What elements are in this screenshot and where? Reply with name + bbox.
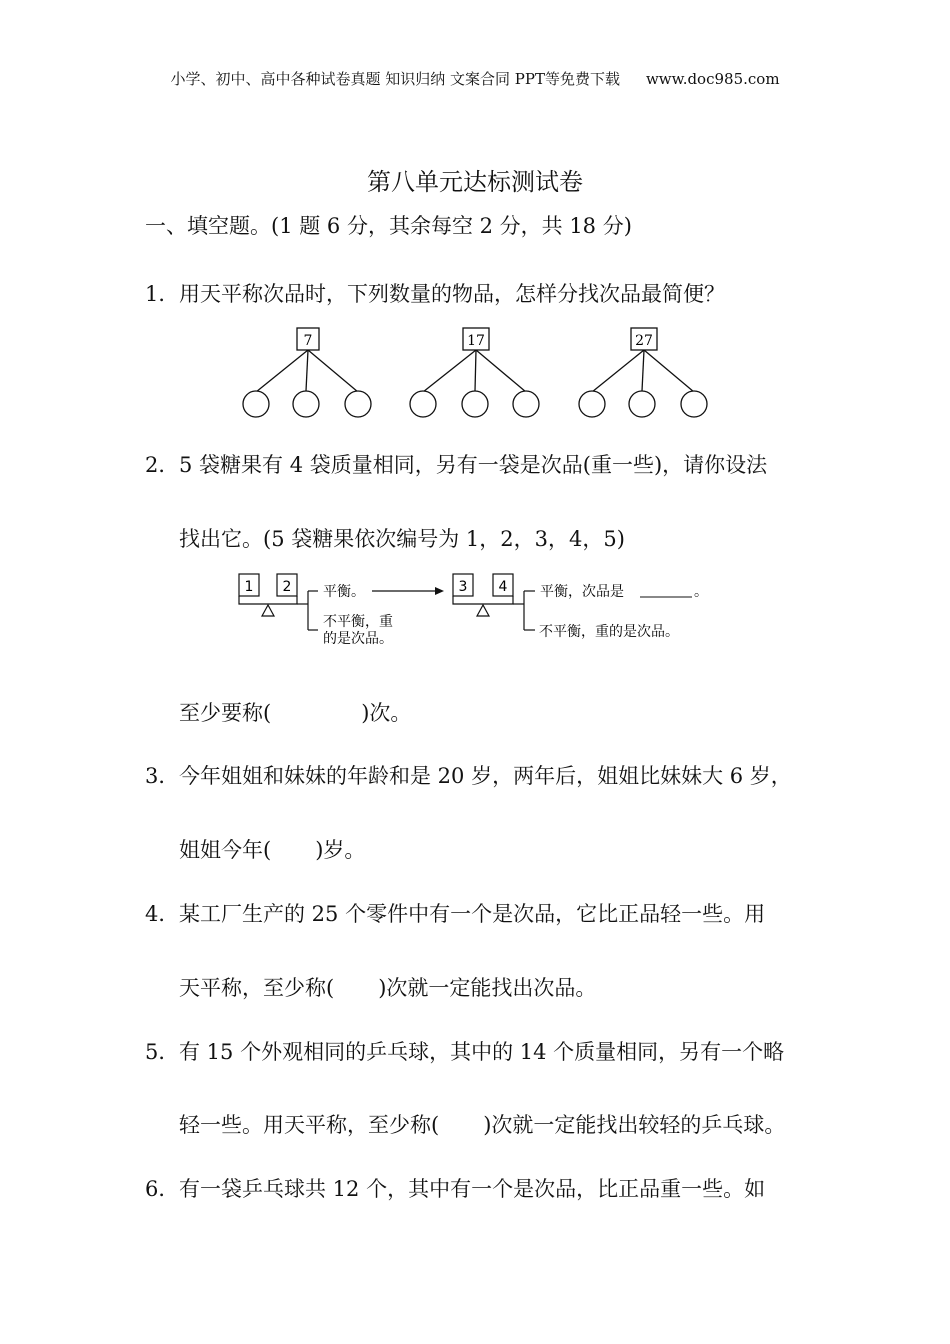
tree-circle [293, 391, 319, 417]
balance-pivot [477, 605, 489, 616]
answer-suffix: )次就一定能找出较轻的乒乓球。 [483, 1113, 786, 1137]
question-text: 某工厂生产的 25 个零件中有一个是次品，它比正品轻一些。用 [179, 902, 766, 926]
question-2 [145, 449, 767, 479]
question-number: 2． [145, 453, 180, 477]
tree-circle [629, 391, 655, 417]
first-balanced-text: 平衡。 [323, 584, 365, 600]
answer-suffix: )岁。 [315, 838, 366, 862]
question-6 [145, 1173, 765, 1203]
balance-diagram [232, 566, 712, 650]
second-balanced-end: 。 [694, 584, 708, 600]
question-text: 5 袋糖果有 4 袋质量相同，另有一袋是次品(重一些)，请你设法 [179, 453, 768, 477]
header-site: www.doc985.com [645, 70, 780, 88]
second-unbalanced-text: 不平衡，重的是次品。 [539, 624, 679, 640]
answer-prefix: 至少要称( [179, 701, 272, 725]
tree-3 [579, 328, 707, 417]
answer-suffix: )次就一定能找出次品。 [378, 976, 597, 1000]
tree-circle [410, 391, 436, 417]
question-3-answer [179, 834, 365, 864]
tree-label: 27 [635, 333, 653, 349]
question-5-answer [179, 1109, 785, 1139]
question-4 [145, 898, 765, 928]
header-text: 小学、初中、高中各种试卷真题 知识归纳 文案合同 PPT等免费下载 [170, 70, 620, 88]
answer-prefix: 轻一些。用天平称，至少称( [179, 1113, 440, 1137]
question-5 [145, 1036, 784, 1066]
question-number: 3． [145, 764, 180, 788]
question-number: 1． [145, 282, 180, 306]
tree-circle [579, 391, 605, 417]
question-text: 用天平称次品时，下列数量的物品，怎样分找次品最简便？ [179, 282, 725, 306]
box-label: 1 [244, 579, 254, 595]
first-unbalanced-text-1: 不平衡，重 [323, 614, 393, 630]
box-label: 2 [282, 579, 292, 595]
question-4-answer [179, 972, 596, 1002]
page-title: 第八单元达标测试卷 [367, 168, 583, 196]
answer-prefix: 姐姐今年( [179, 838, 272, 862]
tree-label: 7 [303, 333, 313, 349]
question-number: 6． [145, 1177, 180, 1201]
question-3 [145, 760, 792, 790]
first-unbalanced-text-2: 的是次品。 [323, 631, 393, 647]
question-2-answer [179, 697, 411, 727]
answer-suffix: )次。 [361, 701, 412, 725]
tree-diagram [230, 322, 720, 422]
tree-circle [345, 391, 371, 417]
question-number: 4． [145, 902, 180, 926]
tree-2 [410, 328, 539, 417]
tree-label: 17 [467, 333, 485, 349]
tree-circle [513, 391, 539, 417]
tree-circle [243, 391, 269, 417]
question-text: 今年姐姐和妹妹的年龄和是 20 岁，两年后，姐姐比妹妹大 6 岁， [179, 764, 792, 788]
box-label: 3 [458, 579, 468, 595]
arrow-head [435, 587, 444, 595]
box-label: 4 [498, 579, 508, 595]
question-2-line2: 找出它。(5 袋糖果依次编号为 1，2，3，4，5) [179, 527, 625, 551]
question-text: 有一袋乒乓球共 12 个，其中有一个是次品，比正品重一些。如 [179, 1177, 766, 1201]
answer-prefix: 天平称，至少称( [179, 976, 335, 1000]
page-header [0, 68, 950, 89]
question-text: 有 15 个外观相同的乒乓球，其中的 14 个质量相同，另有一个略 [179, 1040, 785, 1064]
tree-circle [681, 391, 707, 417]
second-balanced-text: 平衡，次品是 [540, 584, 624, 600]
tree-circle [462, 391, 488, 417]
question-number: 5． [145, 1040, 180, 1064]
question-1 [145, 278, 725, 308]
tree-1 [243, 328, 371, 417]
balance-pivot [262, 605, 274, 616]
section-heading: 一、填空题。(1 题 6 分，其余每空 2 分，共 18 分) [145, 214, 632, 238]
